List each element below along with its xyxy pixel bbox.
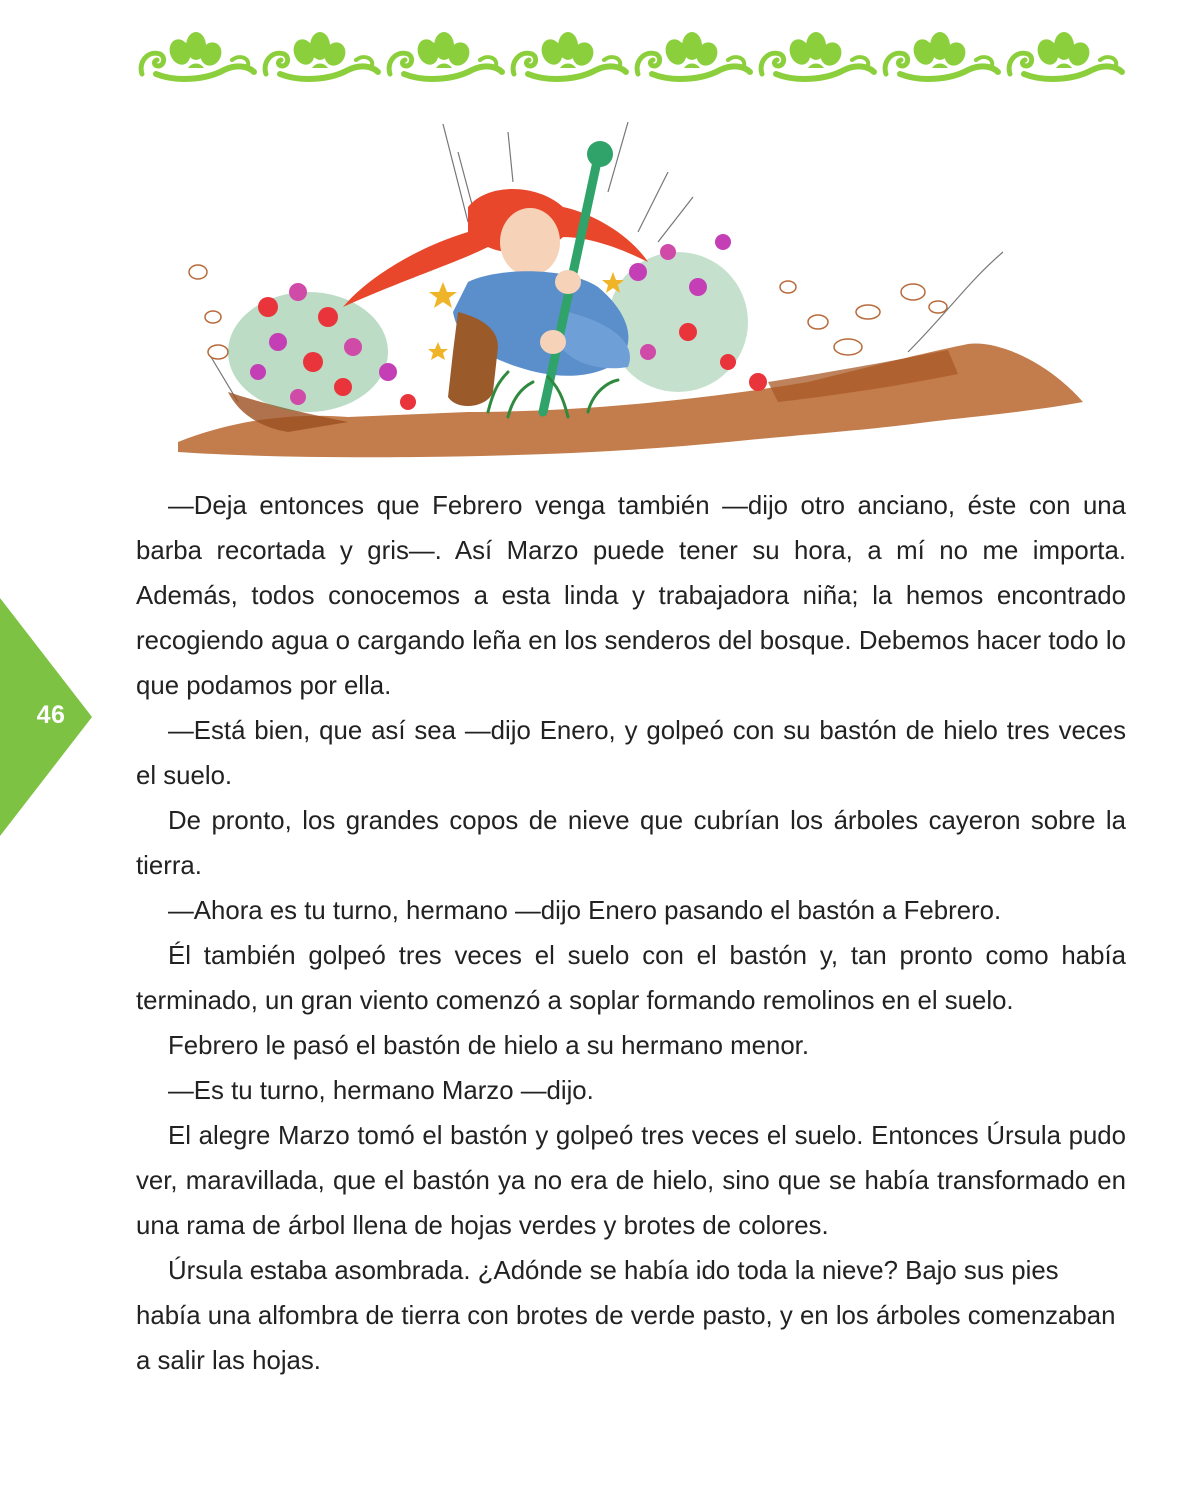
story-paragraph: De pronto, los grandes copos de nieve que cubrían los árboles cayeron sobre la tierra. <box>136 807 1126 880</box>
story-paragraph: Él también golpeó tres veces el suelo con el bastón y, tan pronto como había terminado, un gran viento comenzó a soplar formando remolinos en el suelo. <box>136 942 1126 1015</box>
girl-with-staff-illustration <box>168 112 1093 476</box>
story-paragraph: —Es tu turno, hermano Marzo —dijo. <box>168 1077 594 1105</box>
page-number: 46 <box>36 701 66 729</box>
story-paragraph: —Está bien, que así sea —dijo Enero, y golpeó con su bastón de hielo tres veces el suelo. <box>136 717 1126 790</box>
story-paragraph: El alegre Marzo tomó el bastón y golpeó tres veces el suelo. Entonces Úrsula pudo ver, maravillada, que el bastón ya no era de hielo, sino que se había transformado en una rama de árbol llena de hojas verdes y brotes de colores. <box>136 1122 1126 1240</box>
story-paragraph: —Deja entonces que Febrero venga también —dijo otro anciano, éste con una barba recortada y gris—. Así Marzo puede tener su hora, a mí no me importa. Además, todos conocemos a esta linda y trabajadora niña; la hemos encontrado recogiendo agua o cargando leña en los senderos del bosque. Debemos hacer todo lo que podamos por ella. <box>136 492 1126 700</box>
leaf-vine-border-icon <box>136 24 1126 90</box>
story-paragraph: Febrero le pasó el bastón de hielo a su hermano menor. <box>168 1032 810 1060</box>
story-paragraph: —Ahora es tu turno, hermano —dijo Enero pasando el bastón a Febrero. <box>168 897 1002 925</box>
story-text <box>136 484 1126 1384</box>
story-paragraph: Úrsula estaba asombrada. ¿Adónde se había ido toda la nieve? Bajo sus pies había una alfombra de tierra con brotes de verde pasto, y en los árboles comenzaban a salir las hojas. <box>136 1257 1116 1375</box>
